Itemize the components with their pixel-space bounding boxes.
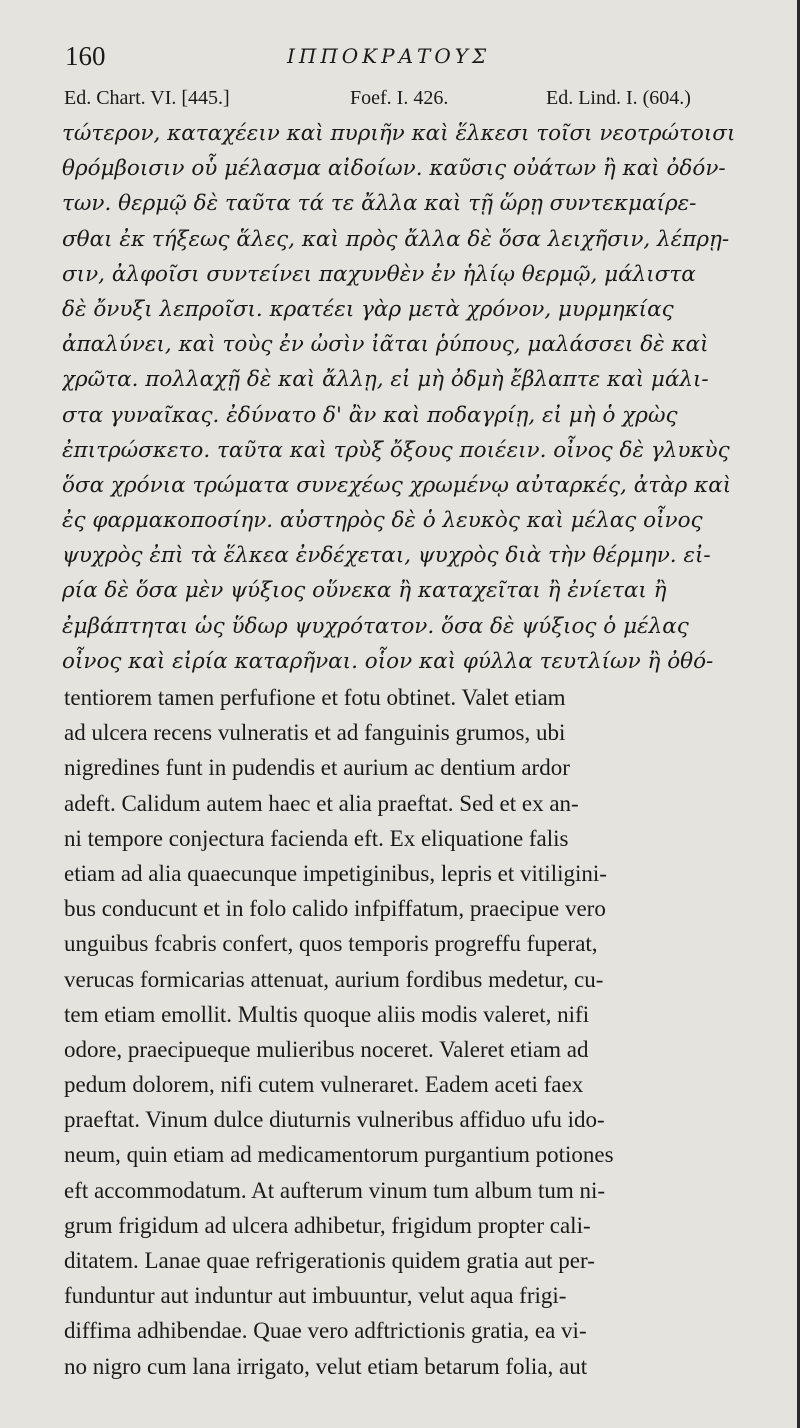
- greek-line: σθαι ἐκ τήξεως ἅλες, καὶ πρὸς ἄλλα δὲ ὅσα λειχῆσιν, λέπρῃ-: [62, 226, 730, 252]
- latin-text-block: [64, 680, 758, 1384]
- edition-chartier-reference: Ed. Chart. VI. [445.]: [64, 87, 230, 109]
- latin-line: ni tempore conjectura facienda eft. Ex eliquatione falis: [64, 825, 569, 851]
- latin-line: pedum dolorem, nifi cutem vulneraret. Eadem aceti faex: [64, 1072, 584, 1098]
- greek-line: ἐμβάπτηται ὡς ὕδωρ ψυχρότατον. ὅσα δὲ ψύξιος ὁ μέλας: [62, 613, 689, 639]
- greek-line: δὲ ὄνυξι λεπροῖσι. κρατέει γὰρ μετὰ χρόνον, μυρμηκίας: [62, 296, 674, 322]
- edition-reference-line: [64, 81, 754, 115]
- latin-line: tem etiam emollit. Multis quoque aliis modis valeret, nifi: [64, 1001, 590, 1027]
- greek-line: ἐπιτρώσκετο. ταῦτα καὶ τρὺξ ὄξους ποιέειν. οἶνος δὲ γλυκὺς: [62, 437, 730, 463]
- running-title: ΙΠΠΟΚΡΑΤΟΥΣ: [287, 44, 491, 68]
- greek-line: των. θερμῷ δὲ ταῦτα τά τε ἄλλα καὶ τῇ ὥρῃ συντεκμαίρε-: [62, 191, 697, 217]
- greek-line: στα γυναῖκας. ἐδύνατο δ' ἂν καὶ ποδαγρίῃ, εἰ μὴ ὁ χρὼς: [62, 402, 678, 428]
- greek-line: σιν, ἀλφοῖσι συντείνει παχυνθὲν ἐν ἡλίῳ θερμῷ, μάλιστα: [62, 261, 696, 287]
- greek-line: χρῶτα. πολλαχῇ δὲ καὶ ἄλλῃ, εἰ μὴ ὀδμὴ ἔβλαπτε καὶ μάλι-: [62, 367, 709, 393]
- greek-line: οἶνος καὶ εἰρία καταρῆναι. οἷον καὶ φύλλα τευτλίων ἢ ὀθό-: [62, 648, 714, 674]
- page-header: [65, 38, 745, 74]
- latin-line: etiam ad alia quaecunque impetiginibus, lepris et vitiligini-: [64, 860, 607, 886]
- edition-linden-reference: Ed. Lind. I. (604.): [546, 87, 691, 109]
- greek-line: ρία δὲ ὅσα μὲν ψύξιος οὕνεκα ἢ καταχεῖται ἢ ἐνίεται ἢ: [62, 578, 667, 604]
- latin-line: grum frigidum ad ulcera adhibetur, frigidum propter cali-: [64, 1212, 591, 1238]
- latin-line: funduntur aut induntur aut imbuuntur, velut aqua frigi-: [64, 1283, 567, 1309]
- latin-line: neum, quin etiam ad medicamentorum purgantium potiones: [64, 1142, 614, 1168]
- latin-line: praeftat. Vinum dulce diuturnis vulneribus affiduo ufu ido-: [64, 1107, 605, 1133]
- greek-line: ψυχρὸς ἐπὶ τὰ ἕλκεα ἐνδέχεται, ψυχρὸς διὰ τὴν θέρμην. εἰ-: [62, 543, 711, 569]
- latin-line: ad ulcera recens vulneratis et ad fanguinis grumos, ubi: [64, 720, 566, 746]
- greek-line: ἀπαλύνει, καὶ τοὺς ἐν ὠσὶν ἰᾶται ῥύπους, μαλάσσει δὲ καὶ: [62, 332, 709, 358]
- greek-line: ὅσα χρόνια τρώματα συνεχέως χρωμένῳ αὐταρκές, ἀτὰρ καὶ: [62, 472, 732, 498]
- latin-line: eft accommodatum. At aufterum vinum tum album tum ni-: [64, 1177, 606, 1203]
- page-number: 160: [65, 41, 106, 71]
- latin-line: unguibus fcabris confert, quos temporis progreffu fuperat,: [64, 931, 598, 957]
- latin-line: nigredines funt in pudendis et aurium ac dentium ardor: [64, 755, 570, 781]
- latin-line: bus conducunt et in folo calido infpiffatum, praecipue vero: [64, 896, 606, 922]
- greek-line: τώτερον, καταχέειν καὶ πυριῆν καὶ ἕλκεσι τοῖσι νεοτρώτοισι: [62, 121, 736, 146]
- latin-line: ditatem. Lanae quae refrigerationis quidem gratia aut per-: [64, 1248, 595, 1273]
- greek-line: θρόμβοισιν οὗ μέλασμα αἰδοίων. καῦσις οὐάτων ἢ καὶ ὀδόν-: [62, 156, 726, 182]
- latin-line: diffima adhibendae. Quae vero adftrictionis gratia, ea vi-: [64, 1318, 587, 1344]
- greek-line: ἐς φαρμακοποσίην. αὐστηρὸς δὲ ὁ λευκὸς καὶ μέλας οἶνος: [62, 508, 703, 534]
- latin-line: odore, praecipueque mulieribus noceret. Valeret etiam ad: [64, 1036, 589, 1062]
- greek-text-block: [62, 116, 756, 679]
- latin-line: adeft. Calidum autem haec et alia praeftat. Sed et ex an-: [64, 790, 579, 816]
- latin-line: no nigro cum lana irrigato, velut etiam betarum folia, aut: [64, 1353, 588, 1379]
- latin-line: tentiorem tamen perfufione et fotu obtinet. Valet etiam: [64, 685, 566, 710]
- latin-line: verucas formicarias attenuat, aurium fordibus medetur, cu-: [64, 966, 604, 992]
- edition-foesius-reference: Foef. I. 426.: [350, 87, 449, 109]
